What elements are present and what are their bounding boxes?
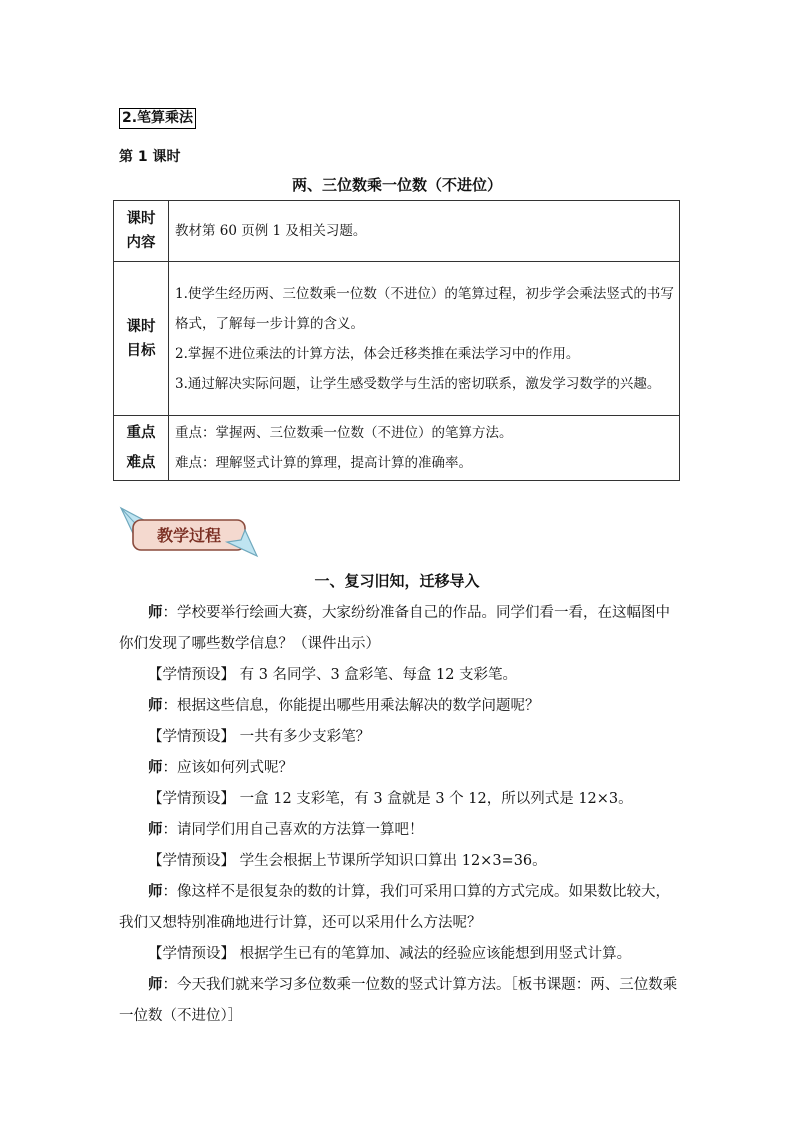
- content-line: 难点：理解竖式计算的算理，提高计算的准确率。: [175, 455, 472, 471]
- dialogue-paragraph: [119, 939, 679, 970]
- dialogue-text: 学生会根据上节课所学知识口算出 12×3=36。: [239, 853, 547, 869]
- dialogue-paragraph: [119, 877, 679, 939]
- row-label-line: 目标: [126, 342, 156, 359]
- section-heading: 一、复习旧知，迁移导入: [314, 572, 480, 590]
- content-line: 2.掌握不进位乘法的计算方法，体会迁移类推在乘法学习中的作用。: [175, 345, 580, 362]
- row-label-line: 课时: [126, 318, 156, 335]
- teaching-process-badge: [119, 506, 259, 558]
- speaker: 【学情预设】: [148, 791, 235, 807]
- dialogue-text: 根据这些信息，你能提出哪些用乘法解决的数学问题呢？: [177, 698, 540, 714]
- dialogue-paragraph: [119, 846, 679, 877]
- dialogue-paragraph: [119, 753, 679, 784]
- speaker: 【学情预设】: [148, 667, 235, 683]
- dialogue-body: [119, 598, 679, 1032]
- speaker-separator: ：: [162, 760, 177, 776]
- speaker: 【学情预设】: [148, 946, 235, 962]
- row-label: [114, 416, 169, 481]
- dialogue-paragraph: [119, 691, 679, 722]
- row-label: [114, 262, 169, 416]
- dialogue-text: 一盒 12 支彩笔，有 3 盒就是 3 个 12，所以列式是 12×3。: [239, 791, 633, 807]
- dialogue-paragraph: [119, 784, 679, 815]
- content-line: 3.通过解决实际问题，让学生感受数学与生活的密切联系，激发学习数学的兴趣。: [175, 375, 661, 392]
- speaker: 师: [148, 605, 163, 621]
- row-label-line: 难点: [126, 455, 156, 471]
- dialogue-text: 请同学们用自己喜欢的方法算一算吧！: [177, 822, 424, 838]
- speaker-separator: ：: [162, 605, 177, 621]
- dialogue-text: 有 3 名同学、3 盒彩笔、每盒 12 支彩笔。: [239, 667, 518, 683]
- row-label-line: 课时: [126, 211, 156, 227]
- dialogue-paragraph: [119, 598, 679, 660]
- dialogue-text: 像这样不是很复杂的数的计算，我们可采用口算的方式完成。如果数比较大，我们又想特别准确地进行计算，还可以采用什么方法呢？: [119, 884, 670, 931]
- row-content: [169, 262, 680, 416]
- speaker: 师: [148, 760, 163, 776]
- content-line: 教材第 60 页例 1 及相关习题。: [175, 223, 367, 239]
- lesson-plan-table: [113, 200, 680, 481]
- dialogue-text: 学校要举行绘画大赛，大家纷纷准备自己的作品。同学们看一看，在这幅图中你们发现了哪些数学信息？（课件出示）: [119, 605, 670, 652]
- table-row-objectives: [114, 262, 680, 416]
- row-content: [169, 201, 680, 262]
- dialogue-text: 应该如何列式呢？: [177, 760, 293, 776]
- speaker-separator: ：: [162, 977, 177, 993]
- lesson-label: 第 1 课时: [119, 149, 181, 165]
- badge-text: 教学过程: [156, 526, 222, 545]
- dialogue-paragraph: [119, 815, 679, 846]
- speaker-separator: ：: [162, 822, 177, 838]
- speaker: 师: [148, 977, 163, 993]
- dialogue-text: 根据学生已有的笔算加、减法的经验应该能想到用竖式计算。: [239, 946, 632, 962]
- speaker: 【学情预设】: [148, 853, 235, 869]
- row-label-line: 重点: [126, 425, 156, 441]
- dialogue-paragraph: [119, 970, 679, 1032]
- speaker: 【学情预设】: [148, 729, 235, 745]
- table-row-content: [114, 201, 680, 262]
- speaker-separator: ：: [162, 698, 177, 714]
- speaker: 师: [148, 884, 163, 900]
- content-line: 1.使学生经历两、三位数乘一位数（不进位）的笔算过程，初步学会乘法竖式的书写格式，了解每一步计算的含义。: [175, 285, 674, 332]
- dialogue-text: 一共有多少支彩笔？: [239, 729, 371, 745]
- content-line: 重点：掌握两、三位数乘一位数（不进位）的笔算方法。: [175, 425, 513, 441]
- row-content: [169, 416, 680, 481]
- dialogue-text: 今天我们就来学习多位数乘一位数的竖式计算方法。［板书课题：两、三位数乘一位数（不进位）］: [119, 977, 678, 1024]
- table-row-key-points: [114, 416, 680, 481]
- row-label: [114, 201, 169, 262]
- speaker-separator: ：: [162, 884, 177, 900]
- lesson-title: 两、三位数乘一位数（不进位）: [291, 176, 502, 194]
- row-label-line: 内容: [126, 235, 156, 251]
- speaker: 师: [148, 822, 163, 838]
- dialogue-paragraph: [119, 722, 679, 753]
- section-title: 2.笔算乘法: [119, 108, 196, 129]
- speaker: 师: [148, 698, 163, 714]
- dialogue-paragraph: [119, 660, 679, 691]
